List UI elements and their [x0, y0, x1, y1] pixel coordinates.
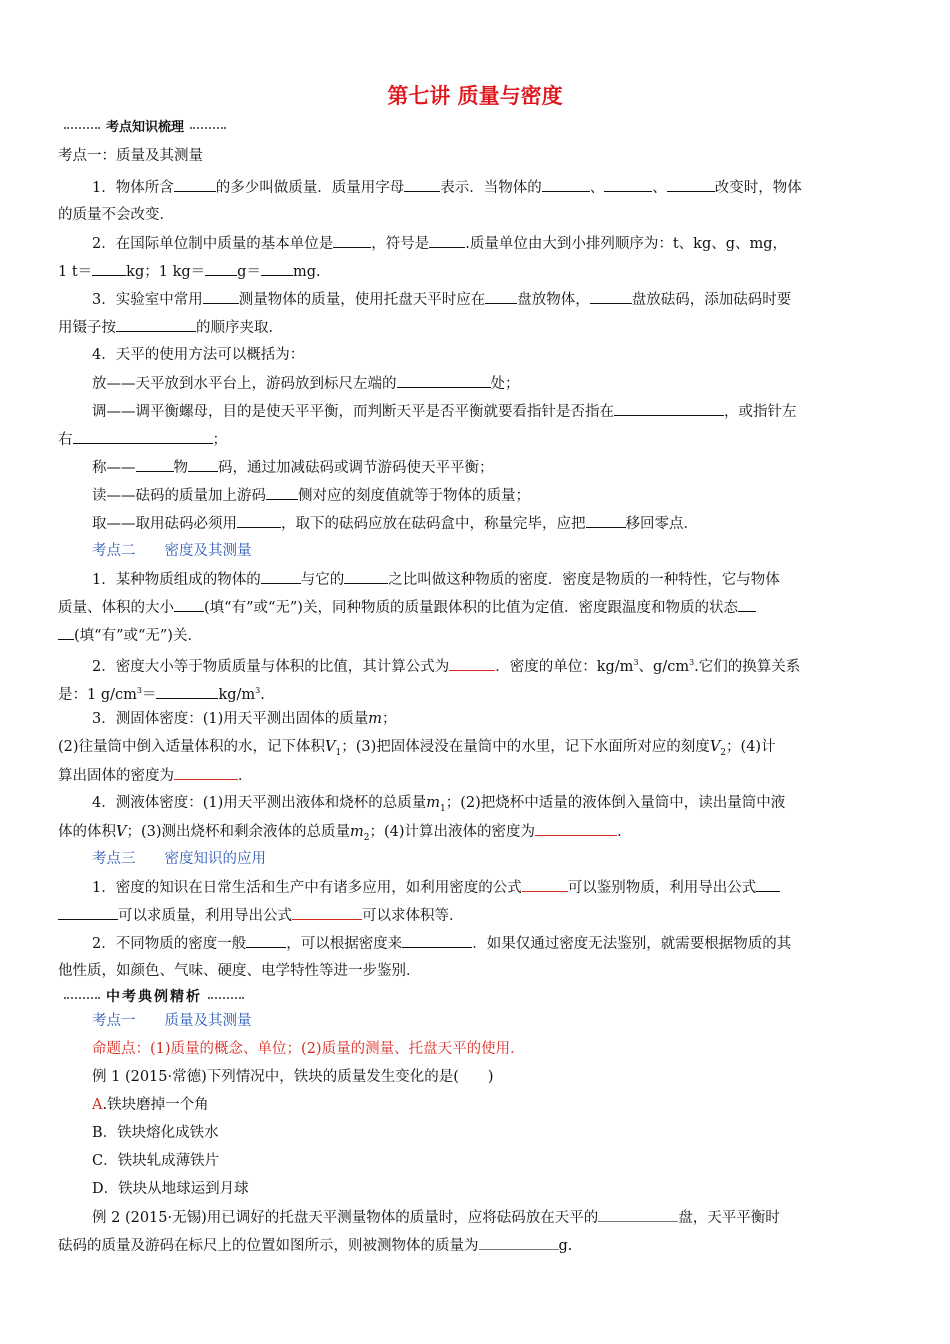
- blank: [174, 765, 238, 780]
- example-question: 例 2 (2015·无锡)用已调好的托盘天平测量物体的质量时，应将砝码放在天平的 盘，天平平衡时: [92, 1207, 898, 1228]
- option-d: D．铁块从地球运到月球: [92, 1181, 249, 1197]
- blank: [756, 877, 780, 892]
- text-line: 放——天平放到水平台上，游码放到标尺左端的 处；: [92, 373, 898, 394]
- blank: [136, 457, 174, 472]
- blank: [156, 684, 218, 699]
- blank: [292, 905, 362, 920]
- text-line: 是：1 $g/cm^3= kg/m^3$.: [58, 681, 898, 705]
- text-line: 可以求质量，利用导出公式 可以求体积等．: [58, 905, 898, 926]
- text-line: 他性质，如颜色、气味、硬度、电学特性等进一步鉴别．: [58, 963, 421, 979]
- example-question: 例 1 (2015·常德)下列情况中，铁块的质量发生变化的是( ): [92, 1069, 494, 1085]
- text-line: 2．不同物质的密度一般 ，可以根据密度来 ．如果仅通过密度无法鉴别，就需要根据物质的其: [92, 933, 898, 954]
- blank: [174, 597, 204, 612]
- page-title: 第七讲 质量与密度: [387, 84, 563, 108]
- text-line: 体的体积V；(3)测出烧杯和剩余液体的总质量$m_2$；(4)计算出液体的密度为 ．: [58, 821, 898, 848]
- text-line: 2．在国际单位制中质量的基本单位是 ，符号是 .质量单位由大到小排列顺序为：t、kg、g、mg，: [92, 233, 898, 254]
- text-line: (填“有”或“无”)关．: [58, 625, 898, 646]
- blank: [116, 317, 196, 332]
- text-line: 1 t＝ kg；1 kg＝ g＝ mg.: [58, 261, 898, 282]
- blank: [237, 513, 281, 528]
- blank: [188, 457, 218, 472]
- blank: [397, 373, 491, 388]
- blank: [261, 261, 293, 276]
- option-a: A.铁块磨掉一个角: [92, 1097, 209, 1113]
- text-line: 质量、体积的大小 (填“有”或“无”)关，同种物质的质量跟体积的比值为定值．密度跟温度和物质的状态: [58, 597, 898, 618]
- dotted-rule: [64, 127, 100, 129]
- blank: [333, 233, 371, 248]
- dotted-rule: [64, 997, 100, 999]
- blank: [614, 401, 724, 416]
- blank: [429, 233, 465, 248]
- blank: [246, 933, 286, 948]
- text-line: 算出固体的密度为 ．: [58, 765, 898, 786]
- text-line: 用镊子按 的顺序夹取．: [58, 317, 898, 338]
- topic-line: 命题点：(1)质量的概念、单位；(2)质量的测量、托盘天平的使用．: [92, 1041, 525, 1057]
- blank: [542, 177, 590, 192]
- text-line: 3．实验室中常用 测量物体的质量，使用托盘天平时应在 盘放物体， 盘放砝码，添加砝码时要: [92, 289, 898, 310]
- option-b: B．铁块熔化成铁水: [92, 1125, 219, 1141]
- blank: [404, 177, 440, 192]
- text-line: 1．某种物质组成的物体的 与它的 之比叫做这种物质的密度．密度是物质的一种特性，它与物体: [92, 569, 898, 590]
- text-line: 调——调平衡螺母，目的是使天平平衡，而判断天平是否平衡就要看指针是否指在 ，或指针左: [92, 401, 898, 422]
- text-line: 1．密度的知识在日常生活和生产中有诸多应用，如利用密度的公式 可以鉴别物质，利用导出公式: [92, 877, 898, 898]
- text-line: (2)往量筒中倒入适量体积的水，记下体积$V_1$；(3)把固体浸没在量筒中的水里，记下水面所对应的刻度$V_2$；(4)计: [58, 739, 776, 758]
- text-line: 2．密度大小等于物质质量与体积的比值，其计算公式为 ．密度的单位：$kg/m^3$、$g/cm^3$.它们的换算关系: [92, 653, 898, 677]
- blank: [402, 933, 472, 948]
- blank: [266, 485, 298, 500]
- text-line: 称—— 物 码，通过加减砝码或调节游码使天平平衡；: [92, 457, 898, 478]
- text-line: 砝码的质量及游码在标尺上的位置如图所示，则被测物体的质量为 g.: [58, 1235, 898, 1256]
- point-heading: 考点三 密度知识的应用: [92, 851, 266, 867]
- blank: [738, 597, 756, 612]
- blank: [203, 289, 239, 304]
- text-line: 4．天平的使用方法可以概括为：: [92, 347, 305, 363]
- blank: [604, 177, 652, 192]
- point-heading: 考点一 质量及其测量: [92, 1013, 252, 1029]
- blank: [449, 656, 495, 671]
- point-heading: 考点一：质量及其测量: [58, 148, 203, 164]
- blank: [92, 261, 126, 276]
- text-line: 读——砝码的质量加上游码 侧对应的刻度值就等于物体的质量；: [92, 485, 898, 506]
- blank: [598, 1207, 678, 1222]
- blank: [535, 821, 617, 836]
- blank: [174, 177, 216, 192]
- text-line: 的质量不会改变．: [58, 207, 174, 223]
- blank: [58, 905, 118, 920]
- text-line: 右 ；: [58, 429, 898, 450]
- dotted-rule: [208, 997, 244, 999]
- blank: [58, 625, 74, 640]
- blank: [479, 1235, 559, 1250]
- point-heading: 考点二 密度及其测量: [92, 543, 252, 559]
- text-line: 4．测液体密度：(1)用天平测出液体和烧杯的总质量$m_1$；(2)把烧杯中适量的液体倒入量筒中，读出量筒中液: [92, 795, 786, 814]
- text-line: 1．物体所含 的多少叫做质量．质量用字母 表示．当物体的 、 、 改变时，物体: [92, 177, 898, 198]
- blank: [261, 569, 301, 584]
- blank: [522, 877, 568, 892]
- blank: [590, 289, 632, 304]
- blank: [586, 513, 626, 528]
- section-header-examples: 中考典例精析: [58, 987, 250, 1007]
- blank: [344, 569, 388, 584]
- text-line: 取——取用砝码必须用 ，取下的砝码应放在砝码盒中，称量完毕，应把 移回零点．: [92, 513, 898, 534]
- section-header-knowledge: 考点知识梳理: [58, 118, 232, 138]
- blank: [205, 261, 237, 276]
- dotted-rule: [190, 127, 226, 129]
- blank: [485, 289, 517, 304]
- text-line: 3．测固体密度：(1)用天平测出固体的质量m；: [92, 711, 397, 727]
- blank: [667, 177, 715, 192]
- blank: [73, 429, 213, 444]
- option-c: C．铁块轧成薄铁片: [92, 1153, 220, 1169]
